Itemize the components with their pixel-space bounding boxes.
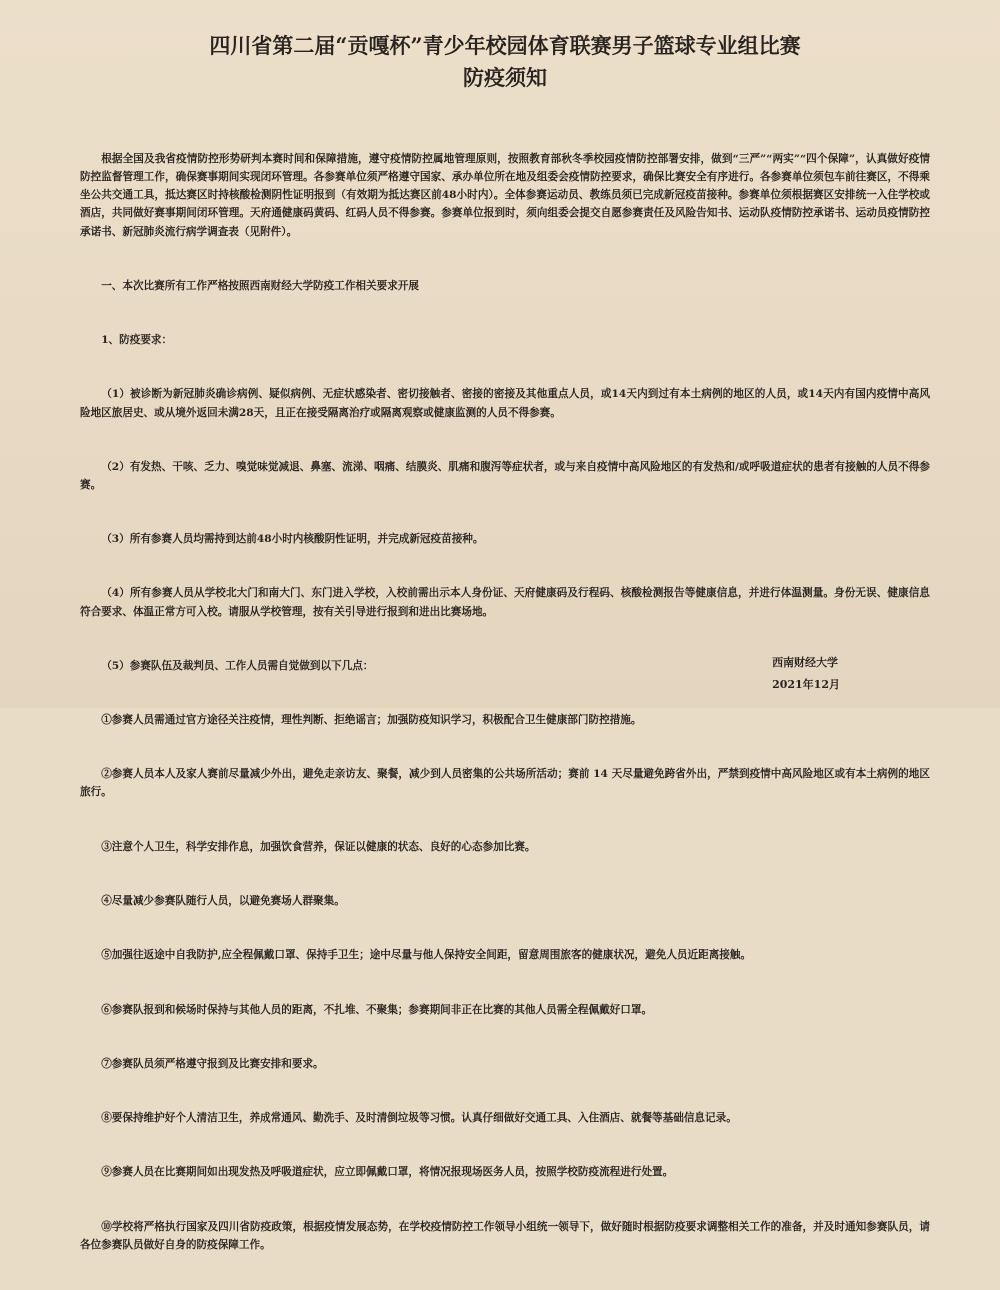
rule-item: ⑨参赛人员在比赛期间如出现发热及呼吸道症状，应立即佩戴口罩，将情况报现场医务人员，按照学校防疫流程进行处置。 (101, 1166, 674, 1179)
rule-item: ②参赛人员本人及家人赛前尽量减少外出，避免走亲访友、聚餐，减少到人员密集的公共场所活动；赛前 14 天尽量避免跨省外出，严禁到疫情中高风险地区或有本土病例的地区旅行。 (80, 768, 930, 799)
document-body (80, 114, 930, 1290)
rule-item: ④尽量减少参赛队随行人员，以避免赛场人群聚集。 (101, 895, 345, 908)
requirement-item: （3）所有参赛人员均需持到达前48小时内核酸阴性证明，并完成新冠疫苗接种。 (101, 533, 484, 546)
requirement-item: （5）参赛队伍及裁判员、工作人员需自觉做到以下几点： (101, 659, 374, 672)
signature-date: 2021年12月 (772, 678, 840, 691)
rule-item: ①参赛人员需通过官方途径关注疫情，理性判断、拒绝谣言；加强防疫知识学习，积极配合卫生健康部门防控措施。 (101, 714, 642, 727)
rule-item: ⑤加强往返途中自我防护,应全程佩戴口罩、保持手卫生；途中尽量与他人保持安全间距，留意周围旅客的健康状况，避免人员近距离接触。 (101, 949, 752, 962)
rule-item: ⑩学校将严格执行国家及四川省防疫政策，根据疫情发展态势，在学校疫情防控工作领导小组统一领导下，做好随时根据防疫要求调整相关工作的准备，并及时通知参赛队员，请各位参赛队员做好自身的防疫保障工作。 (80, 1220, 930, 1251)
rule-item: ⑧要保持维护好个人清洁卫生，养成常通风、勤洗手、及时清倒垃圾等习惯。认真仔细做好交通工具、入住酒店、就餐等基础信息记录。 (101, 1112, 737, 1125)
document-subtitle: 防疫须知 (463, 65, 547, 90)
rule-item: ⑥参赛队报到和候场时保持与其他人员的距离，不扎堆、不聚集；参赛期间非正在比赛的其他人员需全程佩戴好口罩。 (101, 1003, 653, 1016)
subsection-heading: 1、防疫要求： (101, 334, 173, 347)
signature-org: 西南财经大学 (772, 656, 839, 669)
requirement-item: （4）所有参赛人员从学校北大门和南大门、东门进入学校，入校前需出示本人身份证、天府健康码及行程码、核酸检测报告等健康信息，并进行体温测量。身份无误、健康信息符合要求、体温正常方可入校。请服从学校管理，按有关引导进行报到和进出比赛场地。 (80, 587, 930, 618)
section-heading: 一、本次比赛所有工作严格按照西南财经大学防疫工作相关要求开展 (101, 279, 419, 292)
signature-block (772, 652, 840, 696)
document-title: 四川省第二届“贡嘎杯”青少年校园体育联赛男子篮球专业组比赛 (209, 33, 801, 58)
requirement-item: （2）有发热、干咳、乏力、嗅觉味觉减退、鼻塞、流涕、咽痛、结膜炎、肌痛和腹泻等症状者，或与来自疫情中高风险地区的有发热和/或呼吸道症状的患者有接触的人员不得参赛。 (80, 460, 930, 491)
rule-item: ⑦参赛队员须严格遵守报到及比赛安排和要求。 (101, 1057, 324, 1070)
rule-item: ③注意个人卫生，科学安排作息，加强饮食营养，保证以健康的状态、良好的心态参加比赛。 (101, 840, 536, 853)
intro-paragraph: 根据全国及我省疫情防控形势研判本赛时间和保障措施，遵守疫情防控属地管理原则，按照教育部秋冬季校园疫情防控部署安排，做到“三严”“两实”“四个保障”，认真做好疫情防控监督管理工作，确保赛事期间实现闭环管理。各参赛单位须严格遵守国家、承办单位所在地及组委会疫情防控要求，确保比赛安全有序进行。各参赛单位须包车前往赛区，不得乘坐公共交通工具，抵达赛区时持核酸检测阴性证明报到（有效期为抵达赛区前48小时内）。全体参赛运动员、教练员须已完成新冠疫苗接种。参赛单位须根据赛区安排统一入住学校或酒店，共同做好赛事期间闭环管理。天府通健康码黄码、红码人员不得参赛。参赛单位报到时，须向组委会提交自愿参赛责任及风险告知书、运动队疫情防控承诺书、运动员疫情防控承诺书、新冠肺炎流行病学调查表（见附件）。 (80, 153, 930, 238)
requirement-item: （1）被诊断为新冠肺炎确诊病例、疑似病例、无症状感染者、密切接触者、密接的密接及其他重点人员，或14天内到过有本土病例的地区的人员，或14天内有国内疫情中高风险地区旅居史、或从境外返回未满28天，且正在接受隔离治疗或隔离观察或健康监测的人员不得参赛。 (80, 388, 930, 419)
